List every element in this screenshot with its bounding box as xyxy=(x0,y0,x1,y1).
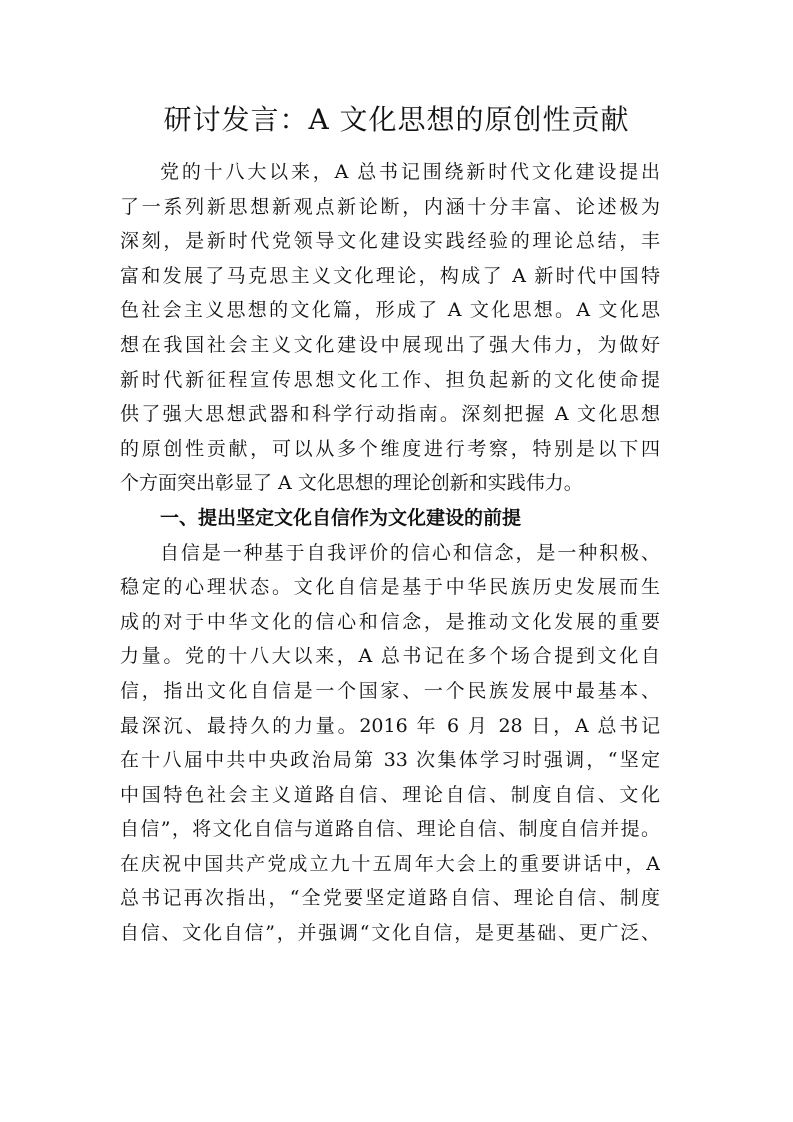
paragraph-line: 个方面突出彰显了 A 文化思想的理论创新和实践伟力。 xyxy=(120,472,583,495)
section-heading: 一、提出坚定文化自信作为文化建设的前提 xyxy=(160,506,522,529)
paragraph-line: 中国特色社会主义道路自信、理论自信、制度自信、文化 xyxy=(120,783,660,806)
paragraph-line: 力量。党的十八大以来，A 总书记在多个场合提到文化自 xyxy=(120,645,660,668)
paragraph-line: 深刻，是新时代党领导文化建设实践经验的理论总结，丰 xyxy=(120,230,660,253)
document-body xyxy=(120,155,660,951)
paragraph-line: 自信、文化自信”，并强调“文化自信，是更基础、更广泛、 xyxy=(120,922,660,945)
paragraph-line: 色社会主义思想的文化篇，形成了 A 文化思想。A 文化思 xyxy=(120,299,660,322)
paragraph-line: 成的对于中华文化的信心和信念，是推动文化发展的重要 xyxy=(120,610,660,633)
paragraph-line: 自信”，将文化自信与道路自信、理论自信、制度自信并提。 xyxy=(120,818,660,841)
paragraph-line: 最深沉、最持久的力量。2016 年 6 月 28 日，A 总书记 xyxy=(120,714,660,737)
paragraph-line: 自信是一种基于自我评价的信心和信念，是一种积极、 xyxy=(160,541,660,564)
document-title: 研讨发言：A 文化思想的原创性贡献 xyxy=(163,103,630,136)
paragraph-line: 在庆祝中国共产党成立九十五周年大会上的重要讲话中，A xyxy=(120,852,660,875)
paragraph-line: 总书记再次指出，“全党要坚定道路自信、理论自信、制度 xyxy=(120,887,660,910)
paragraph-line: 供了强大思想武器和科学行动指南。深刻把握 A 文化思想 xyxy=(120,403,660,426)
paragraph-line: 在十八届中共中央政治局第 33 次集体学习时强调，“坚定 xyxy=(120,749,660,772)
paragraph-line: 想在我国社会主义文化建设中展现出了强大伟力，为做好 xyxy=(120,333,660,356)
paragraph-line: 富和发展了马克思主义文化理论，构成了 A 新时代中国特 xyxy=(120,264,660,287)
paragraph-line: 新时代新征程宣传思想文化工作、担负起新的文化使命提 xyxy=(120,368,660,391)
paragraph-line: 党的十八大以来，A 总书记围绕新时代文化建设提出 xyxy=(160,161,660,183)
paragraph-line: 的原创性贡献，可以从多个维度进行考察，特别是以下四 xyxy=(120,437,660,460)
paragraph-line: 了一系列新思想新观点新论断，内涵十分丰富、论述极为 xyxy=(120,195,660,218)
paragraph-line: 信，指出文化自信是一个国家、一个民族发展中最基本、 xyxy=(120,679,660,702)
paragraph-line: 稳定的心理状态。文化自信是基于中华民族历史发展而生 xyxy=(120,576,660,599)
